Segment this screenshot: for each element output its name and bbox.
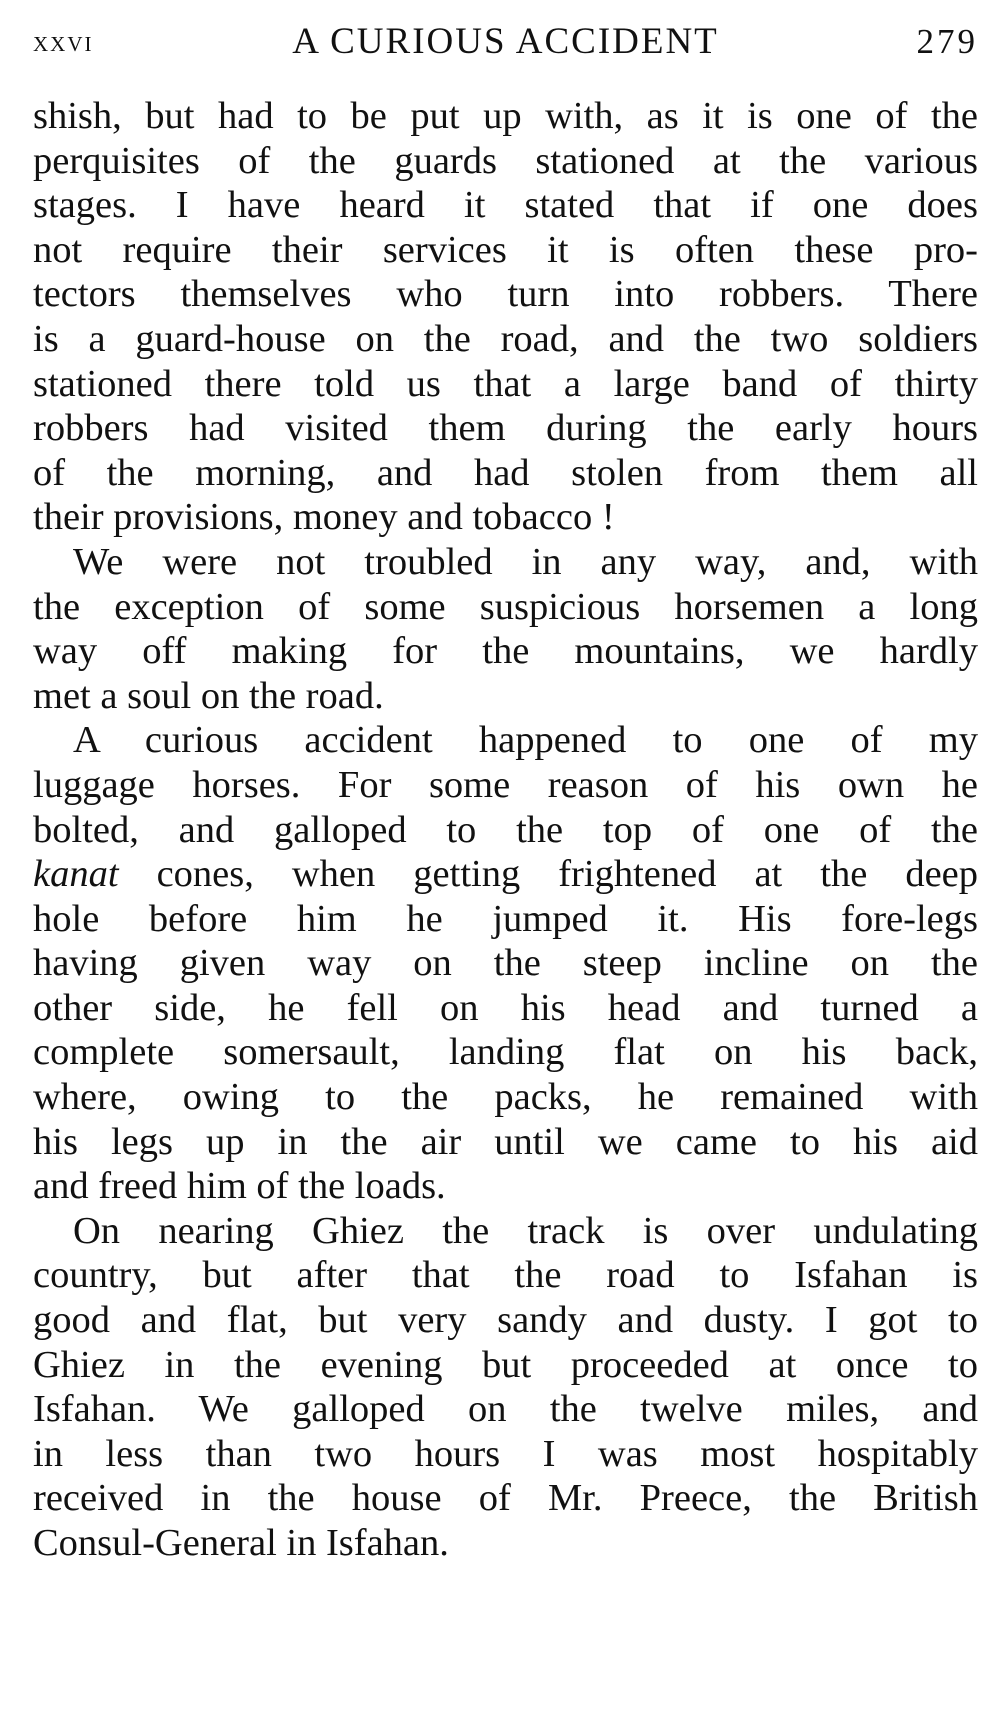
- page-title: A CURIOUS ACCIDENT: [292, 21, 719, 62]
- paragraph-4: [33, 1209, 978, 1566]
- text-line: stationed there told us that a large band of thirty: [33, 362, 978, 405]
- text-line-kanat: [33, 852, 978, 897]
- text-line: having given way on the steep incline on the: [33, 942, 978, 985]
- chapter-number: xxvi: [33, 25, 94, 58]
- paragraph-1: [33, 94, 978, 540]
- text-line: his legs up in the air until we came to his aid: [33, 1120, 978, 1163]
- text-line: received in the house of Mr. Preece, the British: [33, 1477, 978, 1520]
- text-line: not require their services it is often these pro-: [33, 228, 978, 271]
- text-line: Consul-General in Isfahan.: [33, 1522, 449, 1564]
- text-line: We were not troubled in any way, and, with: [73, 540, 978, 583]
- text-line: is a guard-house on the road, and the two soldiers: [33, 317, 978, 360]
- paragraph-2: [33, 540, 978, 718]
- text-line-rest: cones, when getting frightened at the deep: [156, 853, 978, 896]
- text-line: A curious accident happened to one of my: [73, 719, 978, 762]
- text-line: where, owing to the packs, he remained with: [33, 1076, 978, 1119]
- italic-term: kanat: [33, 853, 119, 896]
- text-line: stages. I have heard it stated that if one does: [33, 184, 978, 227]
- running-header: [33, 14, 978, 70]
- text-line: Isfahan. We galloped on the twelve miles, and: [33, 1388, 978, 1431]
- text-line: On nearing Ghiez the track is over undulating: [73, 1209, 978, 1252]
- text-line: good and flat, but very sandy and dusty. I got to: [33, 1299, 978, 1342]
- text-line: met a soul on the road.: [33, 674, 384, 717]
- text-line: way off making for the mountains, we hardly: [33, 630, 978, 673]
- text-line: their provisions, money and tobacco !: [33, 496, 615, 539]
- text-line: complete somersault, landing flat on his back,: [33, 1031, 978, 1074]
- text-line: in less than two hours I was most hospitably: [33, 1432, 978, 1475]
- text-line: Ghiez in the evening but proceeded at once to: [33, 1343, 978, 1386]
- text-line: robbers had visited them during the early hours: [33, 407, 978, 450]
- text-line: luggage horses. For some reason of his own he: [33, 763, 978, 806]
- text-line: the exception of some suspicious horsemen a long: [33, 585, 978, 628]
- text-line: country, but after that the road to Isfahan is: [33, 1254, 978, 1297]
- paragraph-3: [33, 718, 978, 1209]
- text-line: and freed him of the loads.: [33, 1165, 446, 1208]
- page-number: 279: [916, 22, 978, 61]
- body-text: [33, 94, 978, 1566]
- text-line: shish, but had to be put up with, as it is one of the: [33, 95, 978, 137]
- text-line: of the morning, and had stolen from them all: [33, 451, 978, 494]
- text-line: perquisites of the guards stationed at the various: [33, 139, 978, 182]
- text-line: bolted, and galloped to the top of one of the: [33, 808, 978, 851]
- text-line: hole before him he jumped it. His fore-legs: [33, 897, 978, 940]
- text-line: other side, he fell on his head and turned a: [33, 986, 978, 1029]
- text-line: tectors themselves who turn into robbers. There: [33, 273, 978, 316]
